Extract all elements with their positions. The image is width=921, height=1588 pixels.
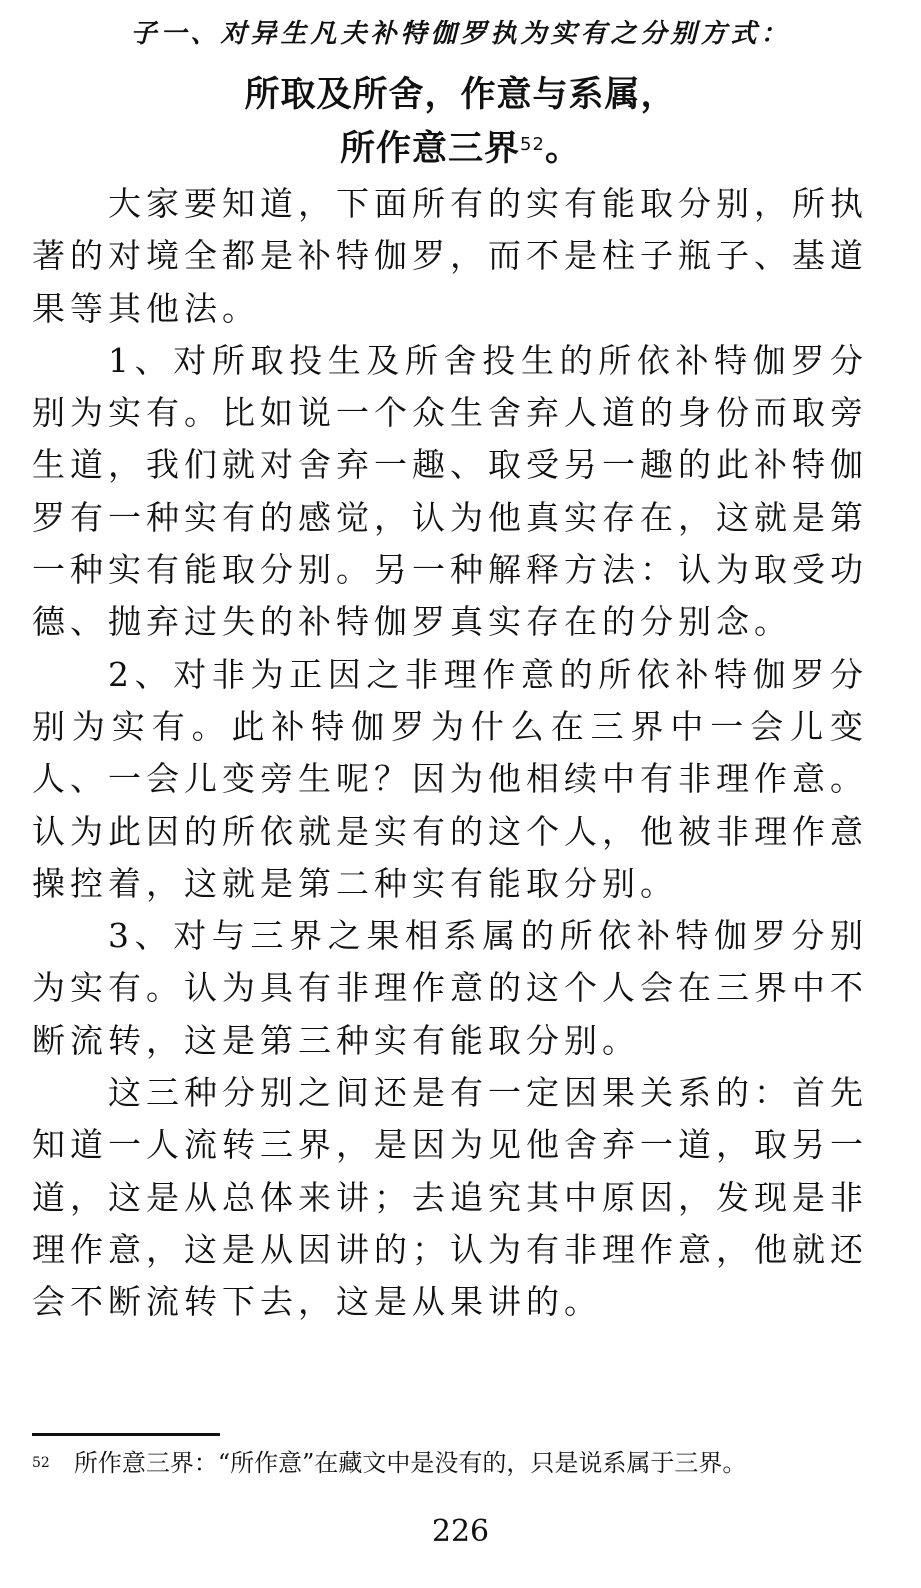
verse-line-2-end: 。	[544, 129, 581, 169]
verse-line-2-text: 所作意三界	[340, 129, 521, 169]
footnote-divider	[32, 1433, 220, 1436]
footnote-number: 52	[32, 1455, 50, 1471]
page-number: 226	[431, 1514, 490, 1549]
verse-line-1: 所取及所舍，作意与系属，	[244, 75, 677, 115]
paragraph-point-2: 2、对非为正因之非理作意的所依补特伽罗分别为实有。此补特伽罗为什么在三界中一会儿变人、一会儿变旁生呢？因为他相续中有非理作意。认为此因的所依就是实有的这个人，他被非理作意操控着，这就是第二种实有能取分别。	[32, 654, 868, 903]
paragraph-intro: 大家要知道，下面所有的实有能取分别，所执著的对境全都是补特伽罗，而不是柱子瓶子、基道果等其他法。	[32, 184, 868, 328]
verse-line-2	[40, 124, 881, 174]
paragraph-point-3: 3、对与三界之果相系属的所依补特伽罗分别为实有。认为具有非理作意的这个人会在三界中不断流转，这是第三种实有能取分别。	[32, 916, 868, 1060]
footnote	[32, 1443, 892, 1483]
footnote-reference[interactable]: 52	[520, 134, 545, 155]
paragraph-point-1: 1、对所取投生及所舍投生的所依补特伽罗分别为实有。比如说一个众生舍弃人道的身份而取旁生道，我们就对舍弃一趣、取受另一趣的此补特伽罗有一种实有的感觉，认为他真实存在，这就是第一种实有能取分别。另一种解释方法：认为取受功德、抛弃过失的补特伽罗真实存在的分别念。	[32, 340, 868, 642]
body-text	[32, 178, 868, 1329]
paragraph-summary: 这三种分别之间还是有一定因果关系的：首先知道一人流转三界，是因为见他舍弃一道，取另一道，这是从总体来讲；去追究其中原因，发现是非理作意，这是从因讲的；认为有非理作意，他就还会不断流转下去，这是从果讲的。	[32, 1073, 868, 1322]
section-heading: 子一、对异生凡夫补特伽罗执为实有之分别方式：	[130, 19, 791, 49]
footnote-text: 所作意三界：“所作意”在藏文中是没有的，只是说系属于三界。	[73, 1449, 747, 1477]
